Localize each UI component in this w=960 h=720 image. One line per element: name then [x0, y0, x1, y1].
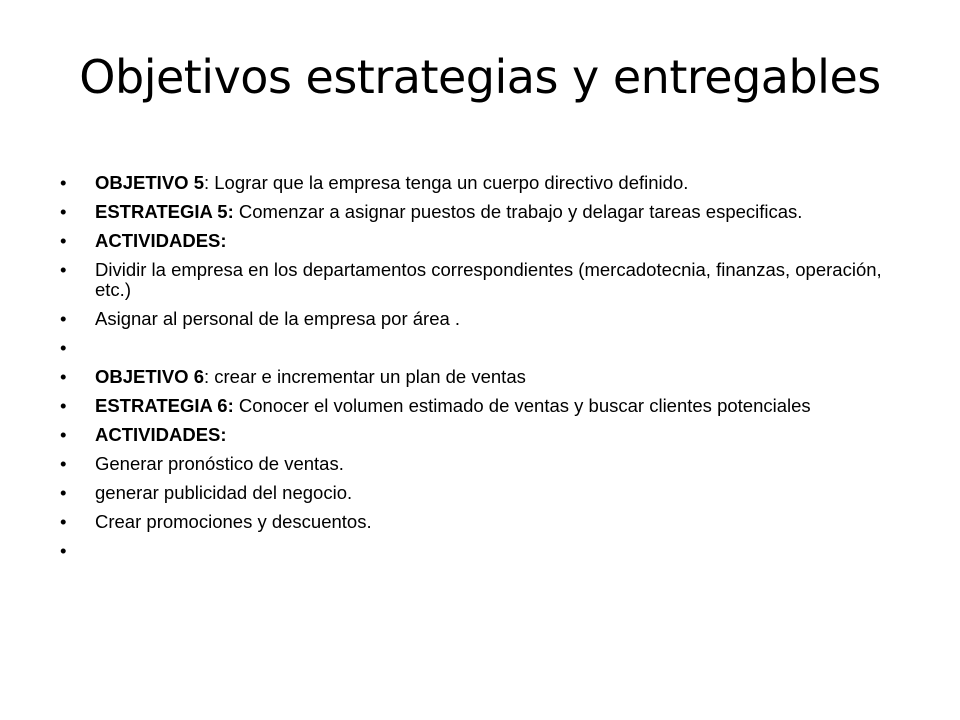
- item-label: ACTIVIDADES:: [95, 230, 227, 251]
- item-text: Crear promociones y descuentos.: [95, 511, 372, 532]
- item-text: generar publicidad del negocio.: [95, 482, 353, 503]
- item-label: ACTIVIDADES:: [95, 424, 227, 445]
- list-item-objetivo-6: [60, 367, 910, 387]
- list-item-actividad: [60, 512, 910, 532]
- list-item-estrategia-6: [60, 396, 910, 416]
- item-text: Generar pronóstico de ventas.: [95, 453, 344, 474]
- bullet-icon: •: [60, 424, 67, 445]
- item-text: : crear e incrementar un plan de ventas: [203, 366, 526, 387]
- bullet-icon: •: [60, 395, 67, 416]
- list-item-actividad: [60, 309, 910, 329]
- item-text: Conocer el volumen estimado de ventas y buscar clientes potenciales: [233, 395, 811, 416]
- item-label: OBJETIVO 6: [95, 366, 204, 387]
- bullet-icon: •: [60, 259, 67, 280]
- list-item-estrategia-5: [60, 202, 910, 222]
- item-text: Dividir la empresa en los departamentos correspondientes (mercadotecnia, finanzas, operación, etc.): [95, 259, 882, 300]
- list-item-actividad: [60, 260, 910, 300]
- item-text: : Lograr que la empresa tenga un cuerpo directivo definido.: [203, 172, 689, 193]
- list-item-actividad: [60, 483, 910, 503]
- bullet-icon: •: [60, 201, 67, 222]
- list-item-actividades-5: [60, 231, 910, 251]
- bullet-icon: •: [60, 230, 67, 251]
- item-text: Comenzar a asignar puestos de trabajo y delagar tareas especificas.: [233, 201, 803, 222]
- list-item-empty: [60, 541, 910, 561]
- item-label: ESTRATEGIA 6:: [95, 395, 234, 416]
- bullet-icon: •: [60, 540, 67, 561]
- slide-title: Objetivos estrategias y entregables: [79, 50, 881, 104]
- list-item-objetivo-5: [60, 173, 910, 193]
- bullet-icon: •: [60, 511, 67, 532]
- item-label: ESTRATEGIA 5:: [95, 201, 234, 222]
- bullet-icon: •: [60, 337, 67, 358]
- bullet-icon: •: [60, 172, 67, 193]
- bullet-icon: •: [60, 453, 67, 474]
- item-label: OBJETIVO 5: [95, 172, 204, 193]
- bullet-icon: •: [60, 366, 67, 387]
- list-item-empty: [60, 338, 910, 358]
- bullet-icon: •: [60, 308, 67, 329]
- bullet-icon: •: [60, 482, 67, 503]
- bullet-list: [60, 173, 910, 570]
- list-item-actividad: [60, 454, 910, 474]
- item-text: Asignar al personal de la empresa por área .: [95, 308, 461, 329]
- list-item-actividades-6: [60, 425, 910, 445]
